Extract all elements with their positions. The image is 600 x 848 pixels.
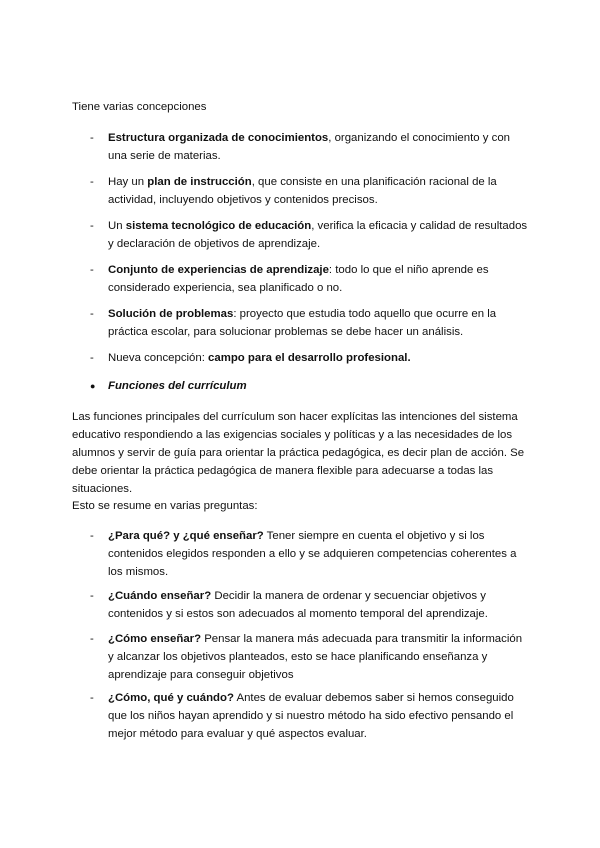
item-bold: Conjunto de experiencias de aprendizaje (108, 264, 329, 276)
item-text: , que consiste en una planificación racional de la actividad, incluyendo objetivos y contenidos precisos. (108, 176, 497, 206)
item-bold: Solución de problemas (108, 308, 234, 320)
list-dash: - (90, 264, 94, 276)
item-prefix: Nueva concepción: (108, 352, 209, 364)
item-text: , organizando el conocimiento y con una serie de materias. (108, 132, 510, 162)
item-text: Antes de evaluar debemos saber si hemos conseguido que los niños hayan aprendido y si nuestro método ha sido efectivo pensando el mejor método para evaluar y qué aspectos evaluar. (108, 692, 514, 740)
item-bold: Estructura organizada de conocimientos (108, 132, 329, 144)
list-dash: - (90, 176, 94, 188)
item-bold: ¿Cuándo enseñar? (108, 590, 212, 602)
list-dash: - (90, 132, 94, 144)
list-dash: - (90, 308, 94, 320)
item-text: : proyecto que estudia todo aquello que ocurre en la práctica escolar, para solucionar problemas se debe hacer un análisis. (108, 308, 497, 338)
item-text: Decidir la manera de ordenar y secuenciar objetivos y contenidos y si estos son adecuados al momento temporal del aprendizaje. (108, 590, 488, 620)
list-dash: - (90, 220, 94, 232)
item-text: Pensar la manera más adecuada para transmitir la información y alcanzar los objetivos planteados, esto se hace planificando enseñanza y aprendizaje para conseguir objetivos (108, 633, 523, 681)
item-bold: plan de instrucción (147, 176, 252, 188)
intro-text: Tiene varias concepciones (72, 101, 207, 113)
bullet-dot: ● (90, 381, 96, 391)
list-dash: - (90, 692, 94, 704)
functions-paragraph: Las funciones principales del currículum son hacer explícitas las intenciones del sistema educativo respondiendo a las exigencias sociales y políticas y a las necesidades de los alumnos y servir de guía para orientar la práctica pedagógica, es decir plan de acción. Se debe orientar la práctica pedagógica de manera flexible para adecuarse a todas las situaciones. (72, 411, 525, 495)
list-dash: - (90, 530, 94, 542)
item-bold: ¿Cómo, qué y cuándo? (108, 692, 234, 704)
list-dash: - (90, 633, 94, 645)
item-prefix: Hay un (108, 176, 148, 188)
item-prefix: Un (108, 220, 126, 232)
item-text: : todo lo que el niño aprende es considerado experiencia, sea planificado o no. (108, 264, 489, 294)
item-bold: sistema tecnológico de educación (125, 220, 312, 232)
heading-text: Funciones del currículum (108, 380, 247, 392)
summary-intro: Esto se resume en varias preguntas: (72, 500, 258, 512)
item-bold: ¿Para qué? y ¿qué enseñar? (108, 530, 264, 542)
item-bold: ¿Cómo enseñar? (108, 633, 202, 645)
list-dash: - (90, 590, 94, 602)
item-text: , verifica la eficacia y calidad de resultados y declaración de objetivos de aprendizaje. (108, 220, 528, 250)
item-bold: campo para el desarrollo profesional. (208, 352, 411, 364)
list-dash: - (90, 352, 94, 364)
item-text: Tener siempre en cuenta el objetivo y si los contenidos elegidos responden a ello y se adquieren competencias coherentes a los mismos. (108, 530, 517, 578)
